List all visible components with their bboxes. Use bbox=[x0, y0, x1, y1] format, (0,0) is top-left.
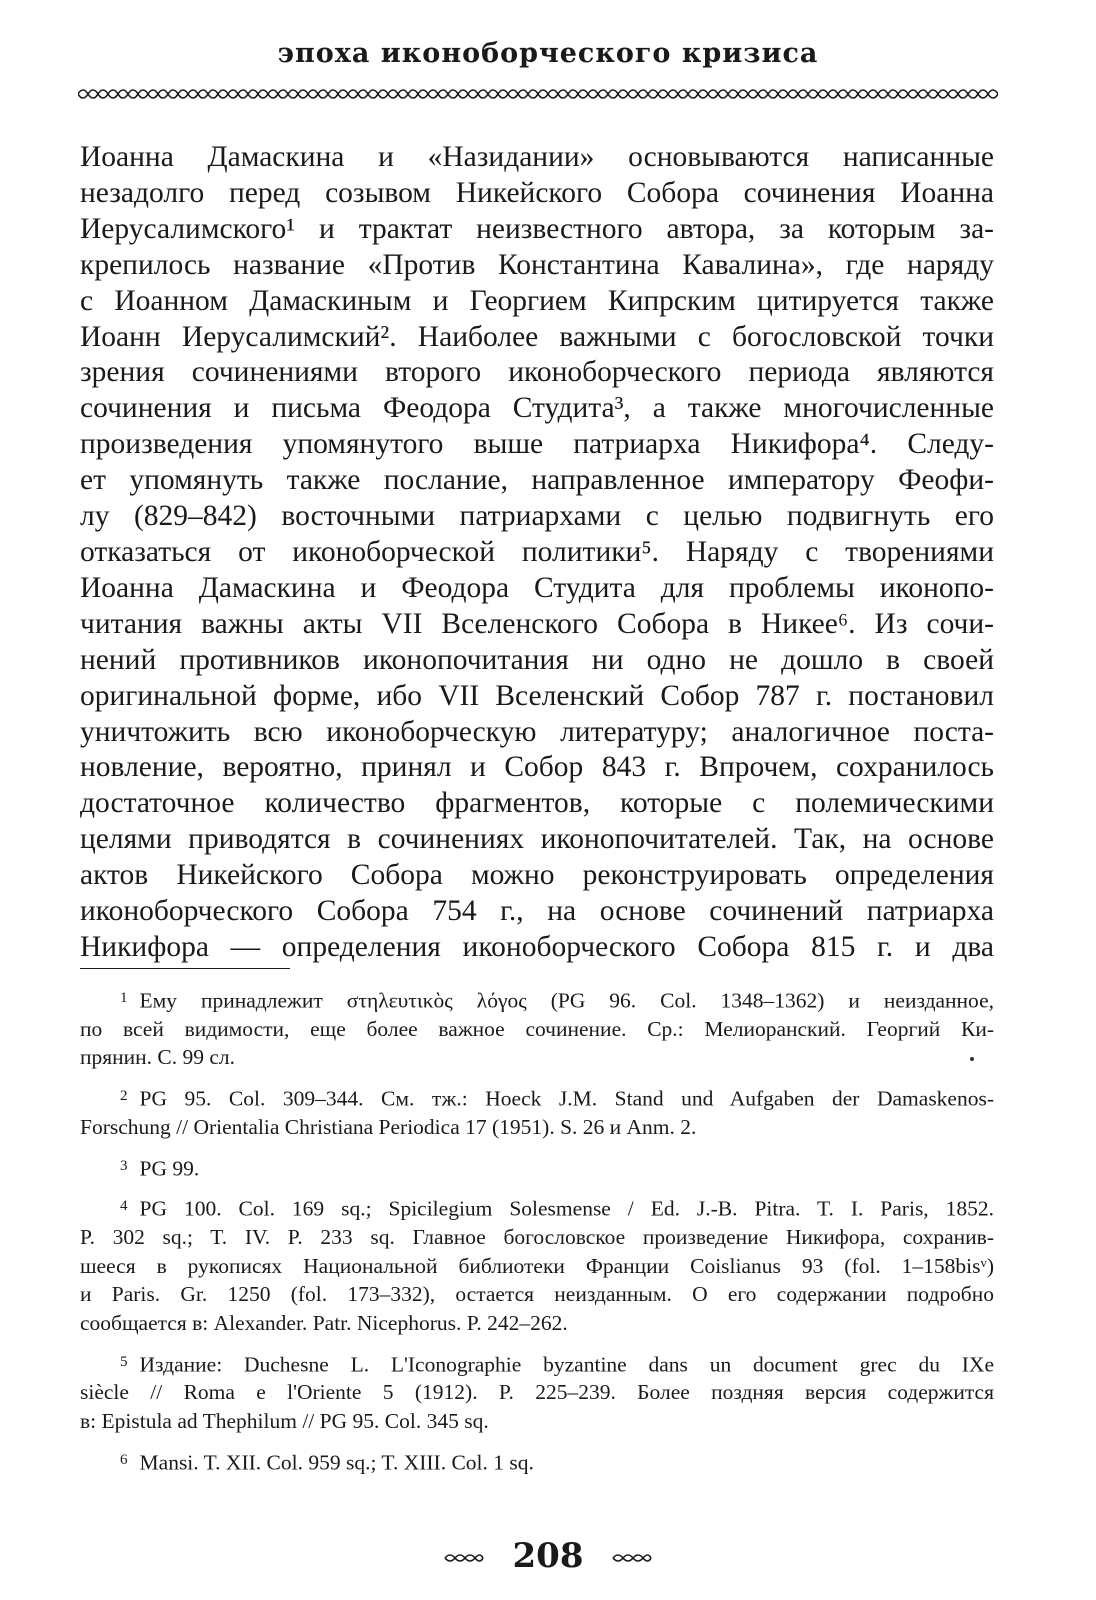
text-line: целями приводятся в сочинениях иконопочитателей. Так, на основе bbox=[80, 823, 994, 856]
footnote bbox=[80, 1082, 994, 1141]
text-line: Иоанн Иерусалимский². Наиболее важными с богословской точки bbox=[80, 320, 994, 353]
text-line: читания важны акты VII Вселенского Собора в Никее⁶. Из сочи- bbox=[80, 607, 994, 640]
text-line: крепилось название «Против Константина Кавалина», где наряду bbox=[80, 248, 994, 281]
text-line: ет упомянуть также послание, направленное императору Феофи- bbox=[80, 464, 994, 497]
footer-ornament-right bbox=[611, 1552, 653, 1564]
footnote-line: Mansi. T. XII. Col. 959 sq.; T. XIII. Col. 1 sq. bbox=[139, 1449, 534, 1474]
footnote-line: Forschung // Orientalia Christiana Periodica 17 (1951). S. 26 и Anm. 2. bbox=[80, 1114, 697, 1139]
text-line: оригинальной форме, ибо VII Вселенский Собор 787 г. постановил bbox=[80, 679, 994, 712]
page-number: 208 bbox=[512, 1536, 584, 1576]
text-line: сочинения и письма Феодора Студита³, а также многочисленные bbox=[80, 392, 994, 425]
text-line: новление, вероятно, принял и Собор 843 г. Впрочем, сохранилось bbox=[80, 751, 994, 784]
footnote bbox=[80, 984, 994, 1072]
footnote-line: PG 95. Col. 309–344. См. тж.: Hoeck J.M. Stand und Aufgaben der Damaskenos- bbox=[139, 1086, 994, 1111]
footnote bbox=[80, 1192, 994, 1337]
text-line: зрения сочинениями второго иконоборческого периода являются bbox=[80, 356, 994, 389]
text-line: Иерусалимского¹ и трактат неизвестного автора, за которым за- bbox=[80, 212, 994, 245]
footer-ornament-left bbox=[443, 1552, 485, 1564]
text-line: Иоанна Дамаскина и Феодора Студита для проблемы иконопо- bbox=[80, 571, 994, 604]
footnote-line: P. 302 sq.; T. IV. P. 233 sq. Главное богословское произведение Никифора, сохранив- bbox=[80, 1225, 994, 1250]
footnote-line: siècle // Roma e l'Oriente 5 (1912). P. 225–239. Более поздняя версия содержится bbox=[80, 1380, 994, 1405]
footnote-line: PG 100. Col. 169 sq.; Spicilegium Solesmense / Ed. J.-B. Pitra. T. I. Paris, 1852. bbox=[139, 1196, 994, 1221]
text-line: лу (829–842) восточными патриархами с целью подвигнуть его bbox=[80, 500, 994, 533]
footnote-number: 4 bbox=[120, 1198, 128, 1215]
footnote-number: 1 bbox=[120, 990, 128, 1006]
footnote-number: 2 bbox=[120, 1088, 128, 1105]
footnote-line: по всей видимости, еще более важное сочинение. Ср.: Мелиоранский. Георгий Ки- bbox=[80, 1016, 994, 1041]
footnote-line: сообщается в: Alexander. Patr. Nicephorus. P. 242–262. bbox=[80, 1311, 568, 1335]
footnote-number: 6 bbox=[120, 1451, 128, 1468]
text-line: нений противников иконопочитания ни одно не дошло в своей bbox=[80, 643, 994, 676]
footnote-line: Ему принадлежит στηλευτικὸς λόγος (PG 96. Col. 1348–1362) и неизданное, bbox=[139, 988, 994, 1013]
footnote-line: в: Epistula ad Thephilum // PG 95. Col. 345 sq. bbox=[80, 1409, 489, 1434]
footnote-line: шееся в рукописях Национальной библиотеки Франции Coislianus 93 (fol. 1–158bisᵛ) bbox=[80, 1253, 994, 1278]
footnote-line: PG 99. bbox=[139, 1155, 200, 1180]
footnote bbox=[80, 1152, 994, 1183]
text-line: иконоборческого Собора 754 г., на основе сочинений патриарха bbox=[80, 895, 994, 928]
footnote-separator bbox=[80, 968, 290, 969]
main-text bbox=[80, 140, 994, 966]
header-ornament bbox=[78, 86, 998, 102]
footnote-line: и Paris. Gr. 1250 (fol. 173–332), остается неизданным. О его содержании подробно bbox=[80, 1282, 994, 1307]
footnote-line: Издание: Duchesne L. L'Iconographie byzantine dans un document grec du IXe bbox=[139, 1351, 994, 1376]
text-line: достаточное количество фрагментов, которые с полемическими bbox=[80, 787, 994, 820]
footnote-line: прянин. С. 99 сл. bbox=[80, 1045, 236, 1070]
text-line: произведения упомянутого выше патриарха Никифора⁴. Следу- bbox=[80, 428, 994, 461]
footnote-number: 5 bbox=[120, 1353, 128, 1370]
text-line: Иоанна Дамаскина и «Назидании» основываются написанные bbox=[80, 141, 994, 173]
footnote-number: 3 bbox=[120, 1157, 128, 1174]
text-line: с Иоанном Дамаскиным и Георгием Кипрским цитируется также bbox=[80, 284, 994, 317]
footnote bbox=[80, 1348, 994, 1436]
text-line: актов Никейского Собора можно реконструировать определения bbox=[80, 859, 994, 892]
text-line: Никифора — определения иконоборческого Собора 815 г. и два bbox=[80, 930, 994, 963]
page-footer bbox=[0, 1536, 1096, 1576]
text-line: отказаться от иконоборческой политики⁵. Наряду с творениями bbox=[80, 535, 994, 568]
running-header: эпоха иконоборческого кризиса bbox=[277, 38, 819, 69]
text-line: незадолго перед созывом Никейского Собора сочинения Иоанна bbox=[80, 176, 994, 209]
text-line: уничтожить всю иконоборческую литературу; аналогичное поста- bbox=[80, 715, 994, 748]
footnote bbox=[80, 1446, 994, 1477]
footnotes bbox=[80, 984, 994, 1487]
